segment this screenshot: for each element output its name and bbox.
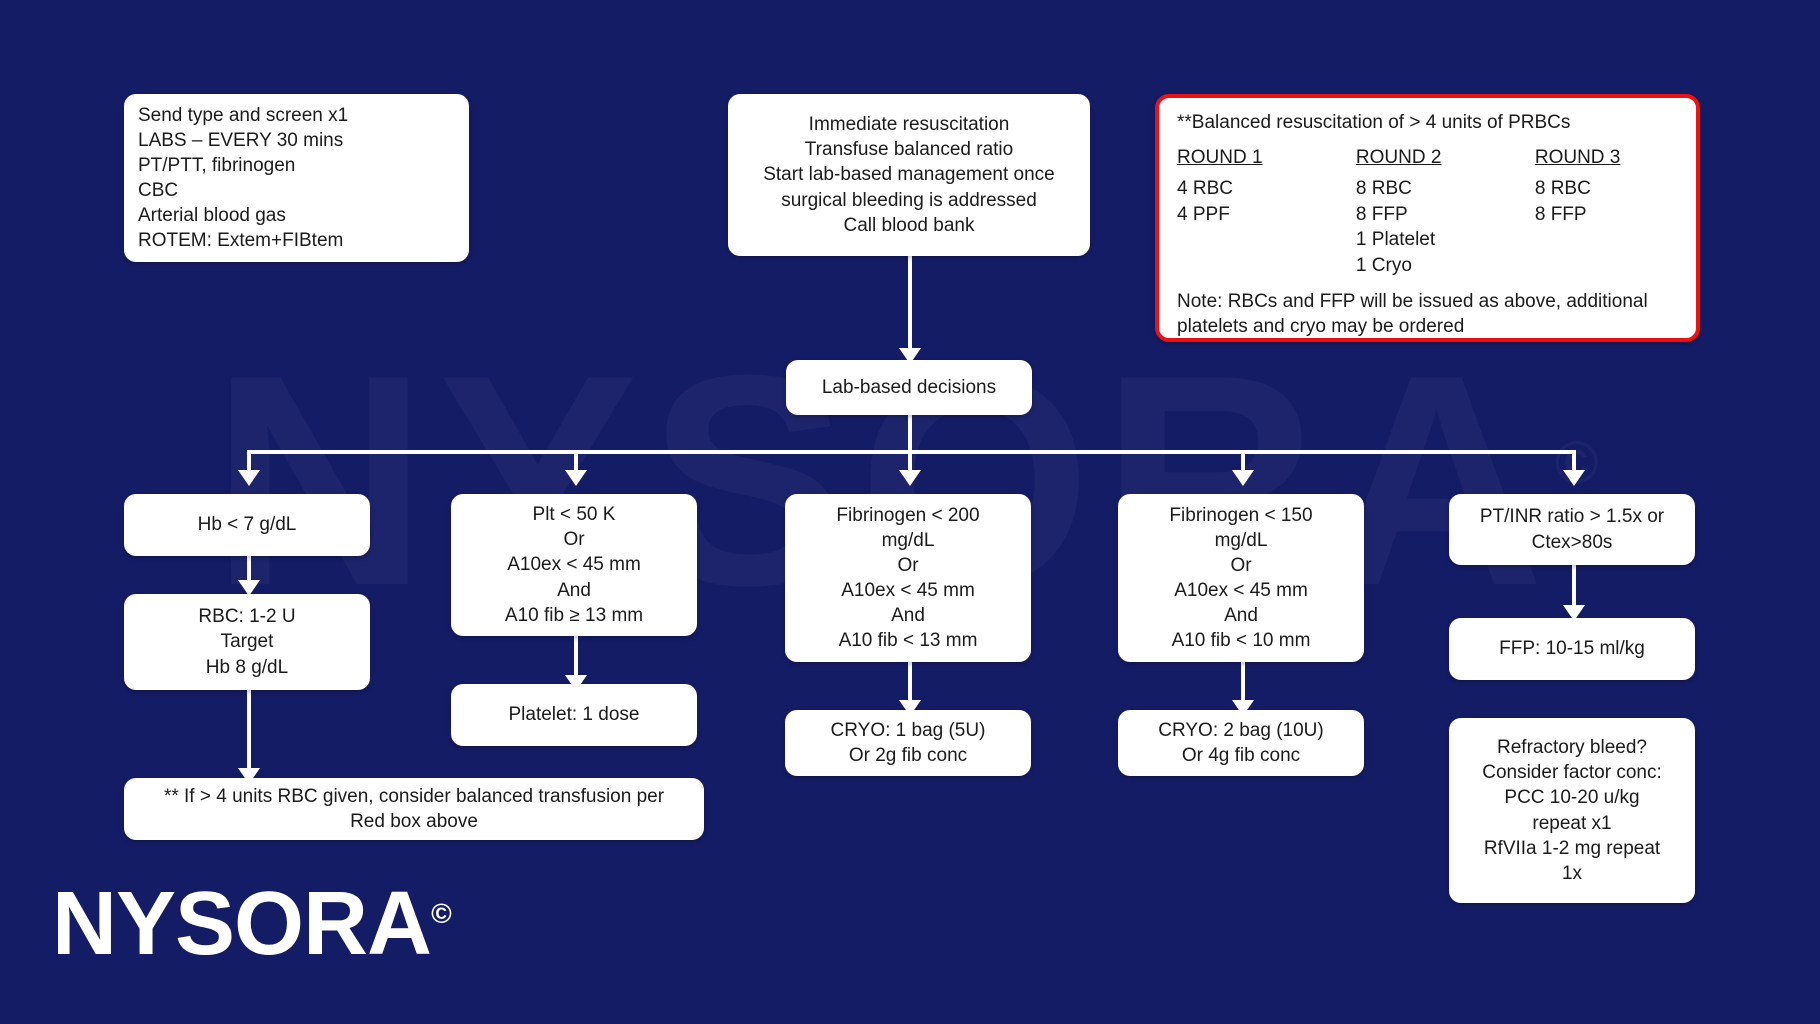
labs-line-1: Send type and screen x1 [138, 104, 349, 126]
ptinr-line-2: Ctex>80s [1531, 531, 1613, 553]
fib150-line-6: A10 fib < 10 mm [1171, 630, 1311, 652]
fib200-line-1: Fibrinogen < 200 [836, 504, 980, 526]
balanced-rounds-table [1177, 145, 1678, 279]
balanced-note-line-2: platelets and cryo may be ordered [1177, 316, 1465, 338]
cryo2-line-2: Or 4g fib conc [1181, 745, 1301, 766]
hb-label: Hb < 7 g/dL [197, 514, 297, 536]
plt-line-4: And [557, 579, 591, 601]
arrow-drop-hb [238, 470, 260, 486]
balanced-transfusion-line-1: ** If > 4 units RBC given, consider balanced transfusion per [163, 785, 665, 807]
round-2-header: ROUND 2 [1355, 147, 1442, 169]
round-2-cell-1: 8 RBC [1355, 178, 1412, 200]
round-2-cell-3: 1 Platelet [1355, 229, 1436, 251]
arrow-drop-fib150 [1232, 470, 1254, 486]
connector-rbc-to-note [247, 690, 251, 775]
box-immediate-resuscitation [728, 94, 1090, 256]
immediate-line-1: Immediate resuscitation [808, 114, 1010, 136]
box-ptinr-threshold [1449, 494, 1695, 565]
rbc-line-3: Hb 8 g/dL [205, 656, 289, 678]
box-fibrinogen-200-threshold [785, 494, 1031, 662]
cryo1-line-1: CRYO: 1 bag (5U) [830, 719, 986, 741]
box-hb-threshold [124, 494, 370, 556]
cryo1-line-2: Or 2g fib conc [848, 745, 968, 766]
fib200-line-5: And [891, 605, 925, 627]
logo-text: NYSORA [52, 874, 432, 974]
fib150-line-3: Or [1230, 554, 1252, 576]
refractory-line-3: PCC 10-20 u/kg [1504, 787, 1640, 809]
refractory-line-2: Consider factor conc: [1482, 762, 1662, 784]
box-balanced-resuscitation [1155, 94, 1700, 342]
round-3-column [1535, 145, 1678, 279]
rbc-line-2: Target [220, 631, 274, 653]
round-1-column [1177, 145, 1356, 279]
labs-line-5: Arterial blood gas [138, 205, 286, 227]
box-labs [124, 94, 469, 262]
immediate-line-3: Start lab-based management once [763, 164, 1055, 186]
refractory-line-4: repeat x1 [1532, 812, 1612, 834]
cryo2-line-1: CRYO: 2 bag (10U) [1158, 719, 1324, 741]
rbc-line-1: RBC: 1-2 U [198, 606, 296, 628]
box-cryo-2-bag [1118, 710, 1364, 776]
balanced-note-line-1: Note: RBCs and FFP will be issued as above, additional [1177, 290, 1648, 312]
labs-line-2: LABS – EVERY 30 mins [138, 129, 344, 151]
balanced-transfusion-line-2: Red box above [350, 811, 478, 832]
plt-line-2: Or [563, 529, 585, 551]
labs-line-3: PT/PTT, fibrinogen [138, 154, 296, 176]
round-3-header: ROUND 3 [1534, 147, 1621, 169]
round-1-cell-2: 4 PPF [1177, 203, 1230, 225]
round-1-cell-1: 4 RBC [1177, 178, 1233, 200]
fib200-line-3: Or [897, 554, 919, 576]
arrow-drop-plt [565, 470, 587, 486]
box-refractory-bleed [1449, 718, 1695, 903]
box-platelet-threshold [451, 494, 697, 636]
round-3-cell-2: 8 FFP [1534, 203, 1587, 225]
labs-line-6: ROTEM: Extem+FIBtem [138, 230, 344, 252]
connector-lab-down [908, 415, 912, 450]
box-platelet-dose [451, 684, 697, 746]
round-2-cell-2: 8 FFP [1355, 203, 1408, 225]
nysora-logo [52, 874, 451, 974]
immediate-line-4: surgical bleeding is addressed [781, 189, 1037, 211]
fib150-line-5: And [1224, 605, 1258, 627]
immediate-line-5: Call blood bank [843, 214, 975, 236]
fib200-line-4: A10ex < 45 mm [841, 580, 975, 601]
connector-immediate-to-lab [908, 256, 912, 354]
round-1-header: ROUND 1 [1177, 147, 1263, 169]
box-lab-based-decisions [786, 360, 1032, 415]
fib200-line-6: A10 fib < 13 mm [838, 630, 978, 652]
platelet-dose-label: Platelet: 1 dose [508, 704, 640, 726]
box-fibrinogen-150-threshold [1118, 494, 1364, 662]
box-ffp-dose [1449, 618, 1695, 680]
connector-ptinr-to-ffp [1572, 565, 1576, 610]
box-rbc-order [124, 594, 370, 690]
box-cryo-1-bag [785, 710, 1031, 776]
balanced-note [1177, 289, 1678, 340]
plt-line-3: A10ex < 45 mm [507, 554, 641, 576]
ptinr-line-1: PT/INR ratio > 1.5x or [1479, 506, 1665, 528]
refractory-line-5: RfVIIa 1-2 mg repeat [1483, 837, 1661, 859]
round-3-cell-1: 8 RBC [1534, 178, 1591, 200]
logo-copyright: © [431, 898, 451, 929]
balanced-title: **Balanced resuscitation of > 4 units of PRBCs [1177, 112, 1571, 133]
round-2-cell-4: 1 Cryo [1355, 255, 1412, 277]
fib150-line-4: A10ex < 45 mm [1174, 580, 1308, 601]
immediate-line-2: Transfuse balanced ratio [804, 139, 1014, 161]
plt-line-1: Plt < 50 K [532, 504, 616, 526]
arrow-drop-ptinr [1563, 470, 1585, 486]
round-2-column [1356, 145, 1535, 279]
fib200-line-2: mg/dL [881, 529, 935, 551]
fib150-line-2: mg/dL [1214, 529, 1268, 551]
plt-line-5: A10 fib ≥ 13 mm [504, 604, 644, 626]
labs-line-4: CBC [138, 180, 179, 201]
fib150-line-1: Fibrinogen < 150 [1169, 504, 1313, 526]
refractory-line-1: Refractory bleed? [1497, 737, 1647, 759]
refractory-line-6: 1x [1561, 862, 1583, 884]
ffp-label: FFP: 10-15 ml/kg [1499, 638, 1645, 660]
arrow-drop-fib200 [899, 470, 921, 486]
box-balanced-transfusion-note [124, 778, 704, 840]
lab-decisions-label: Lab-based decisions [821, 376, 997, 398]
